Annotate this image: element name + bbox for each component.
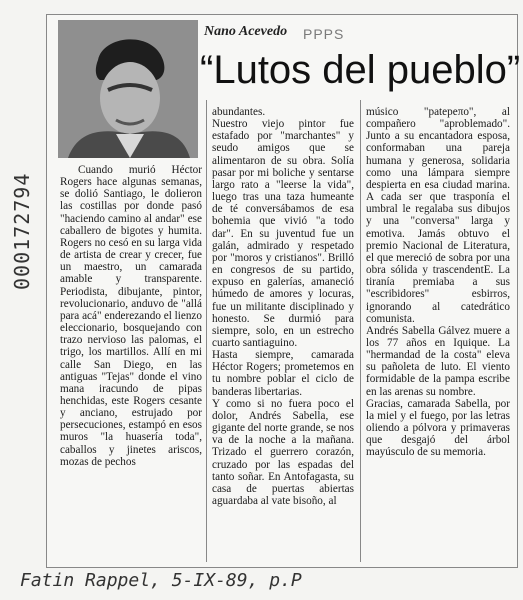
article-column-3: músico "patepeπo", al compañero "aproblemado". Junto a su encantadora esposa, conformaban una pareja humana y generosa, solidaria como una lámpara siempre despierta en esa ciudad marina. A cada ser que trasponía el umbral le regalaba sus dibujos y una "conversa" larga y emotiva. Jamás obtuvo el premio Nacional de Literatura, el que mereció de sobra por una obra sólida y trascendentE. La tiranía premiaba a sus "escribidores" esbirros, ignorando al catedrático comunista. Andrés Sabella Gálvez muere a los 77 años en Iquique. La "hermandad de la costa" eleva su pañoleta de luto. El viento formidable de la pampa escribe en las arenas su nombre. Gracias, camarada Sabella, por la miel y el fuego, por las letras oliendo a pólvora y primaveras que desgajó del árbol mayúsculo de su memoria. — [366, 106, 510, 459]
column-divider — [360, 100, 361, 562]
article-title: “Lutos del pueblo” — [200, 48, 521, 92]
column-divider — [206, 100, 207, 562]
stamp-mark: PPPS — [303, 26, 345, 42]
article-column-2: abundantes. Nuestro viejo pintor fue estafado por "marchantes" y seudo amigos que se alimentaron de su obra. Solía pasar por mi boliche y sentarse largo rato a "leerse la vida", luego tras una taza humeante de té conversábamos de esa bohemia que vivió "a todo dar". En su juventud fue un galán, admirado y respetado por "moros y cristianos". Brilló en congresos de su partido, expuso en galerías, amaneció húmedo de amores y locuras, fue un militante disciplinado y honesto. Se durmió para siempre, solo, en un estrecho cuarto santiaguino. Hasta siempre, camarada Héctor Rogers; prometemos en tu nombre poblar el ciclo de banderas libertarias. Y como si no fuera poco el dolor, Andrés Sabella, ese gigante del norte grande, se nos va de la noche a la mañana. Trizado el guerrero corazón, cruzado por las espadas del tanto soñar. En Antofagasta, su casa de puertas abiertas aguardaba al vate bisoño, al — [212, 106, 354, 507]
handwritten-side-number: 000172794 — [10, 172, 34, 290]
byline: Nano Acevedo — [204, 24, 288, 39]
portrait-image — [58, 20, 198, 158]
handwritten-source-note: Fatin Rappel, 5-IX-89, p.P — [20, 570, 302, 591]
author-photo — [58, 20, 198, 158]
article-column-1: Cuando murió Héctor Rogers hace algunas semanas, se dolió Santiago, le dolieron las costillas por donde pasó "haciendo camino al andar" ese caballero de bigotes y humita. Rogers no cesó en su larga vida de artista de crear y crecer, fue un maestro, un camarada amable y transparente. Periodista, dibujante, pintor, revolucionario, anduvo de "allá para acá" enderezando el lienzo eleccionario, bosquejando con trazo nervioso las palomas, el trigo, los martillos. Allí en mi calle San Diego, en las antiguas "Tejas" donde el vino mana iracundo de pipas henchidas, este Rogers cesante y anciano, estrujado por persecuciones, estampó en esos muros "la huasería toda", caballos y jinetes ariscos, mozas de pechos — [60, 164, 202, 468]
